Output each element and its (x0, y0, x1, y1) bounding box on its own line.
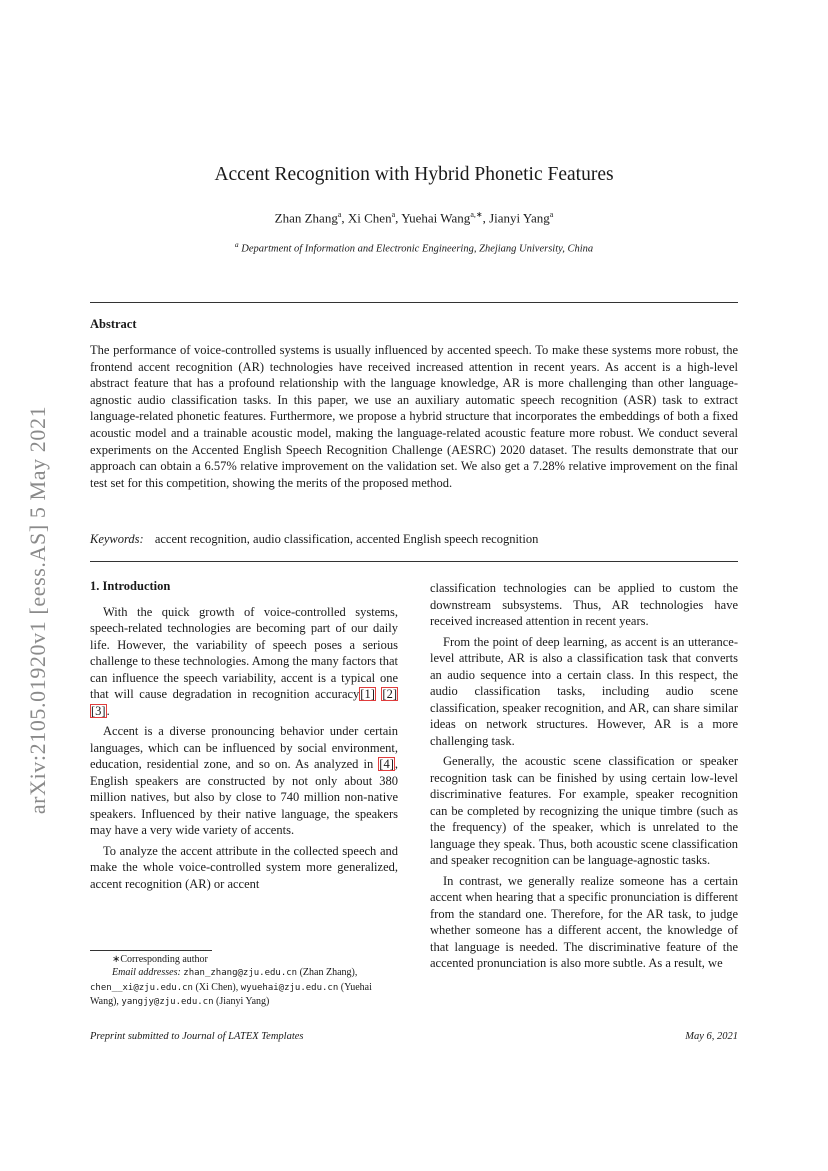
email-block (90, 966, 398, 1009)
author-mark: a (337, 210, 342, 219)
keywords-text: accent recognition, audio classification, accented English speech recognition (154, 532, 539, 546)
email-owner: (Xi Chen), (192, 981, 239, 993)
affiliation (90, 240, 738, 255)
author-name: Jianyi Yang (489, 210, 550, 226)
citation-link[interactable]: [4] (379, 757, 394, 771)
author-mark: a (549, 210, 554, 219)
intro-paragraph-3: To analyze the accent attribute in the collected speech and make the whole voice-controlled system more generalized, accent recognition (AR) or accent (90, 843, 398, 891)
footnote (90, 953, 398, 1010)
top-divider (90, 302, 738, 303)
right-column (430, 580, 738, 976)
author-mark: a,∗ (470, 210, 483, 219)
paragraph-text: Accent is a diverse pronouncing behavior under certain languages, which can be influenced by social environment, education, residential zone, and so on. As analyzed in (90, 724, 398, 771)
email-address[interactable]: wyuehai@zju.edu.cn (240, 982, 339, 993)
abstract-heading: Abstract (90, 317, 137, 331)
citation-link[interactable]: [3] (91, 703, 106, 718)
email-address[interactable]: chen__xi@zju.edu.cn (90, 982, 193, 993)
date: May 6, 2021 (685, 1031, 738, 1042)
paragraph-text: With the quick growth of voice-controlled systems, speech-related technologies are becoming part of our daily life. However, the variability of speech poses a serious challenge to these technologies. Among the many factors that can influence the speech variability, accent is a typical one that will cause degradation in recognition accuracy (90, 604, 398, 701)
section-heading: 1. Introduction (90, 579, 171, 593)
email-owner: (Yuehai Wang), (90, 981, 372, 1008)
abstract-text: The performance of voice-controlled systems is usually influenced by accented speech. To make these systems more robust, the frontend accent recognition (AR) technologies have received increased attention in recent years. As accent is a high-level abstract feature that has a profound relationship with the language knowledge, AR is more challenging than other language-agnostic audio classification tasks. In this paper, we use an auxiliary automatic speech recognition (ASR) task to extract language-related phonetic features. Furthermore, we propose a hybrid structure that incorporates the embeddings of both a fixed acoustic model and a trainable acoustic model, making the language-related acoustic feature more robust. We conduct several experiments on the Accented English Speech Recognition Challenge (AESRC) 2020 dataset. The results demonstrate that our approach can obtain a 6.57% relative improvement on the validation set. We also get a 7.28% relative improvement on the final test set for this competition, showing the merits of the proposed method. (90, 343, 738, 490)
abstract-divider (90, 561, 738, 562)
author-name: Xi Chen (347, 210, 392, 226)
intro-paragraph-2 (90, 723, 398, 839)
preprint-note: Preprint submitted to Journal of LATEX Templates (90, 1031, 304, 1042)
email-address[interactable]: zhan_zhang@zju.edu.cn (183, 968, 298, 979)
paragraph: Generally, the acoustic scene classification or speaker recognition task can be finished by using certain low-level discriminative features. For example, speaker recognition can be completed by recognizing the unique timbre (such as the frequency) of the speaker, which is unrelated to the language they speak. Thus, both acoustic scene classification and speaker recognition can be language-agnostic tasks. (430, 754, 738, 867)
author-mark: a (391, 210, 396, 219)
arxiv-id: arXiv:2105.01920v1 [eess.AS] 5 May 2021 (25, 405, 50, 815)
paper-title: Accent Recognition with Hybrid Phonetic Features (214, 164, 614, 185)
citation-link[interactable]: [2] (382, 687, 397, 701)
author-name: Zhan Zhang (274, 210, 338, 226)
affiliation-text: Department of Information and Electronic Engineering, Zhejiang University, China (241, 243, 594, 255)
left-column (90, 578, 398, 896)
corresponding-author-note: ∗Corresponding author (112, 954, 208, 965)
email-address[interactable]: yangjy@zju.edu.cn (121, 997, 214, 1008)
keywords (90, 532, 738, 547)
paragraph-text: . (106, 703, 110, 718)
author-name: Yuehai Wang (401, 210, 471, 226)
affiliation-mark: a (234, 240, 239, 249)
footnote-divider (90, 950, 212, 951)
paragraph-text: , English speakers are constructed by not only about 380 million natives, but also by close to 740 million non-native speakers. Influenced by their native language, the speakers may have a very wide variety of accents. (90, 757, 398, 837)
paragraph: In contrast, we generally realize someone has a certain accent when hearing that a specific pronunciation is different from the standard one. Therefore, for the AR task, to judge whether someone has a different accent, the knowledge of that language is needed. The discriminative feature of the accented pronunciation is also more subtle. As a result, we (430, 873, 738, 970)
paragraph: From the point of deep learning, as accent is an utterance-level attribute, AR is also a classification task that converts an audio sequence into a certain class. In this respect, the audio classification tasks, including audio scene classification, speaker recognition, and AR, can share similar ideas on network structures. However, AR is a more challenging task. (430, 634, 738, 748)
keywords-label: Keywords: (90, 532, 144, 546)
email-label: Email addresses: (112, 967, 181, 979)
email-owner: (Zhan Zhang), (297, 967, 358, 979)
intro-paragraph-1 (90, 604, 398, 720)
author-list: Zhan Zhang$^a$, Xi Chen$^a$, Yuehai Wang$^{a,∗}$, Jianyi Yang$^a$ (274, 210, 554, 226)
email-owner: (Jianyi Yang) (213, 996, 270, 1008)
citation-link[interactable]: [1] (360, 687, 375, 701)
arxiv-sidebar (22, 360, 54, 860)
paragraph-continued: classification technologies can be applied to custom the downstream subsystems. Thus, AR technologies have received increased attention in recent years. (430, 581, 738, 628)
